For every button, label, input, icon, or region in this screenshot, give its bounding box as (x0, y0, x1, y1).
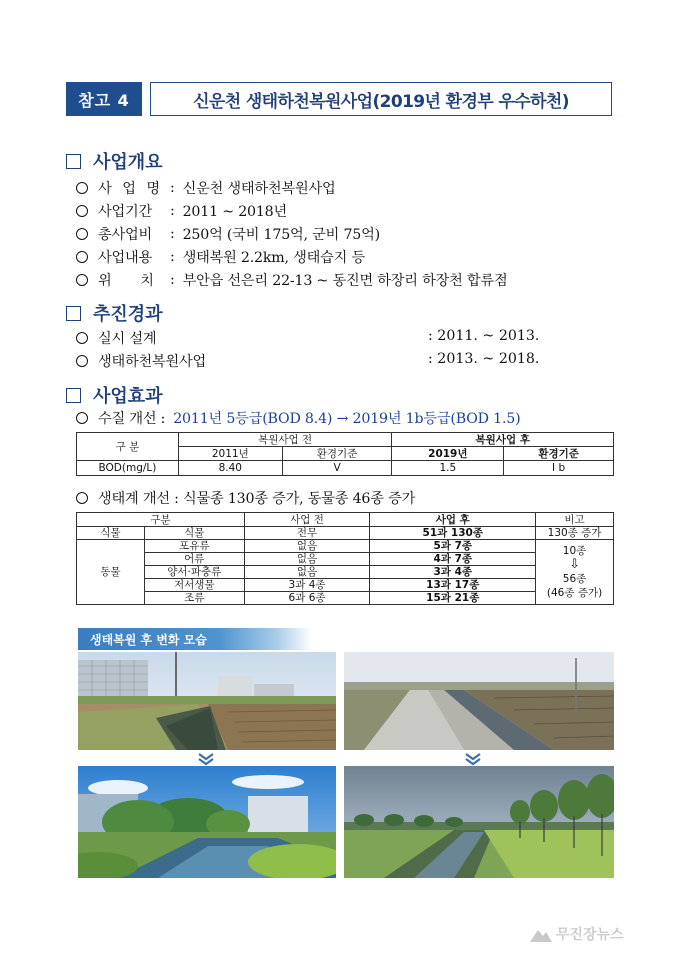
overview-item: 사업내용 : 생태복원 2.2km, 생태습지 등 (76, 247, 365, 267)
table-cell: 저서생물 (144, 579, 244, 592)
table-cell: 3과 4종 (244, 579, 370, 592)
ecosystem-line (76, 488, 415, 508)
water-quality-label: 수질 개선 : (98, 411, 166, 427)
section-title: 사업효과 (93, 386, 163, 407)
header-cell: 사업 후 (370, 513, 536, 527)
table-cell: 3과 4종 (370, 566, 536, 579)
mountain-logo-icon (530, 926, 552, 942)
overview-item: 사업기간 : 2011 ~ 2018년 (76, 201, 287, 221)
square-bullet-icon (66, 388, 81, 403)
table-cell: 식물 (144, 527, 244, 540)
circle-bullet-icon (76, 228, 88, 240)
section-title: 사업개요 (93, 152, 163, 173)
item-label: 위 치 (98, 273, 166, 289)
note-text: 56종 (562, 573, 587, 585)
section-title: 추진경과 (93, 304, 163, 325)
progress-item (76, 351, 206, 371)
item-label: 사업내용 (98, 250, 153, 266)
table-cell: I b (504, 461, 614, 476)
water-quality-line (76, 408, 520, 428)
section-progress-heading (66, 300, 163, 326)
chevron-down-icon (197, 752, 215, 766)
header-cell: 환경기준 (282, 447, 392, 461)
square-bullet-icon (66, 154, 81, 169)
table-cell: 없음 (244, 553, 370, 566)
item-value: 생태복원 2.2km, 생태습지 등 (182, 250, 365, 266)
item-label: 총사업비 (98, 227, 153, 243)
table-cell: 전무 (244, 527, 370, 540)
photo-before-right (344, 652, 614, 750)
photo-after-left (78, 766, 336, 878)
table-cell: 양서·파충류 (144, 566, 244, 579)
ecosystem-table (76, 512, 614, 605)
photo-section-banner (78, 628, 312, 650)
water-quality-table (76, 432, 614, 476)
table-cell: BOD(mg/L) (77, 461, 179, 476)
circle-bullet-icon (76, 251, 88, 263)
circle-bullet-icon (76, 274, 88, 286)
item-value: : 2011. ~ 2013. (428, 328, 540, 344)
table-cell: 4과 7종 (370, 553, 536, 566)
table-cell: 5과 7종 (370, 540, 536, 553)
table-cell: 없음 (244, 566, 370, 579)
circle-bullet-icon (76, 355, 88, 367)
item-value: 250억 (국비 175억, 군비 75억) (182, 227, 380, 243)
header-cell: 2011년 (178, 447, 282, 461)
header-cell: 사업 전 (244, 513, 370, 527)
circle-bullet-icon (76, 205, 88, 217)
header-cell: 구 분 (77, 433, 179, 461)
watermark-text: 무진장뉴스 (556, 927, 624, 943)
table-cell: 1.5 (392, 461, 504, 476)
item-value: 부안읍 선은리 22-13 ~ 동진면 하장리 하장천 합류점 (182, 273, 508, 289)
item-label: 사업기간 (98, 204, 153, 220)
ecosystem-text: 생태계 개선 : 식물종 130종 증가, 동물종 46종 증가 (98, 491, 416, 507)
page-title: 신운천 생태하천복원사업(2019년 환경부 우수하천) (150, 82, 612, 116)
circle-bullet-icon (76, 492, 88, 504)
item-label: 실시 설계 (98, 331, 157, 347)
header-cell: 복원사업 전 (178, 433, 392, 447)
circle-bullet-icon (76, 412, 88, 424)
header-cell: 비고 (536, 513, 614, 527)
overview-item: 사 업 명 : 신운천 생태하천복원사업 (76, 178, 335, 198)
table-cell: 51과 130종 (370, 527, 536, 540)
overview-item: 총사업비 : 250억 (국비 175억, 군비 75억) (76, 224, 380, 244)
watermark (530, 924, 624, 944)
table-cell: 130종 증가 (536, 527, 614, 540)
water-quality-value: 2011년 5등급(BOD 8.4) → 2019년 1b등급(BOD 1.5) (173, 411, 521, 427)
note-text: 10종 (562, 545, 587, 557)
photo-before-left (78, 652, 336, 750)
header-cell: 복원사업 후 (392, 433, 614, 447)
circle-bullet-icon (76, 182, 88, 194)
item-value: 신운천 생태하천복원사업 (182, 181, 336, 197)
note-text: (46종 증가) (546, 587, 603, 599)
square-bullet-icon (66, 306, 81, 321)
progress-item (76, 328, 156, 348)
overview-item: 위 치 : 부안읍 선은리 22-13 ~ 동진면 하장리 하장천 합류점 (76, 270, 507, 290)
photo-after-right (344, 766, 614, 878)
reference-badge: 참고 4 (66, 82, 142, 116)
section-effects-heading (66, 382, 163, 408)
note-cell (536, 540, 614, 605)
table-cell: 조류 (144, 592, 244, 605)
table-cell: 없음 (244, 540, 370, 553)
banner-text: 생태복원 후 변화 모습 (90, 632, 207, 647)
table-cell: 15과 21종 (370, 592, 536, 605)
category-cell: 식물 (77, 527, 145, 540)
item-label: 생태하천복원사업 (98, 354, 207, 370)
table-cell: 포유류 (144, 540, 244, 553)
section-overview-heading (66, 148, 163, 174)
item-value: : 2013. ~ 2018. (428, 351, 540, 367)
down-arrow-icon: ⇩ (569, 557, 580, 572)
table-cell: 어류 (144, 553, 244, 566)
header-cell: 2019년 (392, 447, 504, 461)
table-cell: 6과 6종 (244, 592, 370, 605)
category-cell: 동물 (77, 540, 145, 605)
circle-bullet-icon (76, 332, 88, 344)
item-value: 2011 ~ 2018년 (182, 204, 288, 220)
item-label: 사 업 명 (98, 181, 164, 197)
header-cell: 환경기준 (504, 447, 614, 461)
header-cell: 구분 (77, 513, 245, 527)
table-cell: 8.40 (178, 461, 282, 476)
chevron-down-icon (464, 752, 482, 766)
table-cell: V (282, 461, 392, 476)
table-cell: 13과 17종 (370, 579, 536, 592)
